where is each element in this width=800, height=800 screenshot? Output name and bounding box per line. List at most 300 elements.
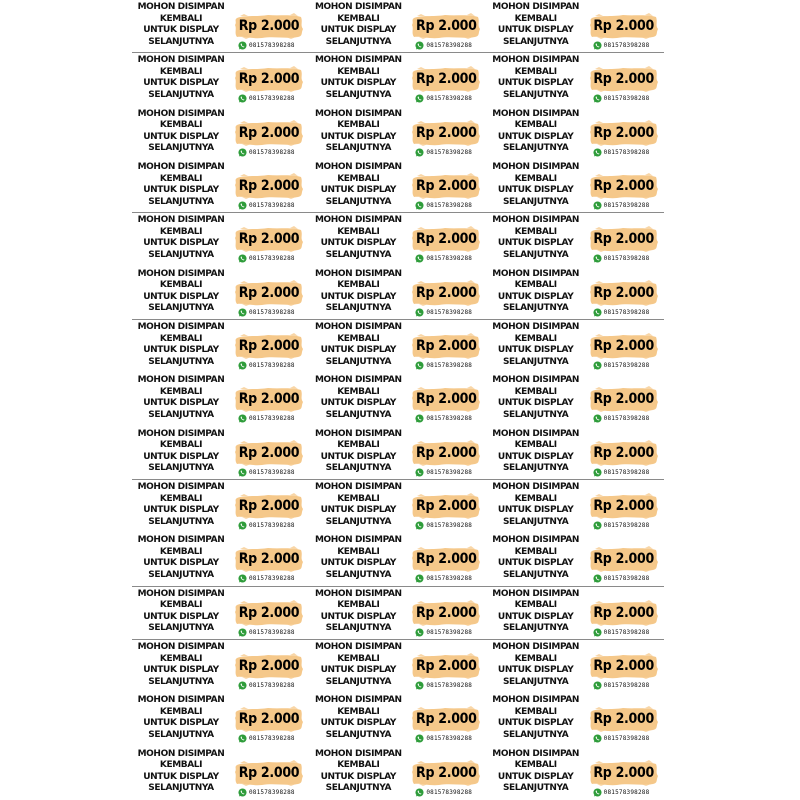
message-text (313, 375, 403, 421)
message-line-4: SELANJUTNYA (148, 783, 214, 794)
cut-line (132, 586, 664, 587)
message-line-4: SELANJUTNYA (325, 196, 392, 207)
price-tag (589, 173, 659, 199)
message-line-1: MOHON DISIMPAN (492, 428, 580, 439)
phone-number: 081578398288 (426, 415, 473, 423)
message-line-1: MOHON DISIMPAN (137, 482, 225, 492)
message-line-1: MOHON DISIMPAN (137, 55, 225, 66)
whatsapp-icon (415, 41, 424, 50)
message-line-4: SELANJUTNYA (148, 729, 214, 740)
message-line-1: MOHON DISIMPAN (137, 642, 225, 652)
price-value: Rp 2.000 (416, 124, 477, 141)
cut-line (132, 52, 664, 53)
message-text (136, 589, 226, 635)
price-value: Rp 2.000 (593, 124, 654, 141)
phone-number: 081578398288 (603, 308, 650, 316)
message-line-3: UNTUK DISPLAY (320, 345, 397, 355)
whatsapp-icon (415, 414, 424, 423)
whatsapp-icon (238, 201, 247, 210)
message-line-3: UNTUK DISPLAY (143, 238, 219, 249)
message-line-3: UNTUK DISPLAY (320, 238, 397, 249)
message-line-1: MOHON DISIMPAN (137, 215, 225, 226)
message-line-1: MOHON DISIMPAN (492, 642, 580, 652)
price-tag (234, 120, 304, 146)
whatsapp-icon (415, 734, 424, 743)
phone-number: 081578398288 (426, 42, 473, 49)
message-line-3: UNTUK DISPLAY (497, 185, 574, 195)
message-line-1: MOHON DISIMPAN (137, 695, 225, 706)
price-tag (589, 333, 659, 359)
phone-number: 081578398288 (249, 628, 295, 636)
message-line-2: KEMBALI (514, 600, 557, 611)
phone-number: 081578398288 (249, 148, 295, 156)
phone-number: 081578398288 (249, 42, 295, 49)
price-label (134, 641, 308, 693)
phone-number: 081578398288 (426, 682, 473, 689)
price-label (489, 161, 663, 213)
phone-number: 081578398288 (249, 308, 295, 316)
message-line-2: KEMBALI (159, 280, 203, 291)
phone-number: 081578398288 (603, 468, 650, 476)
message-text (491, 642, 581, 688)
message-line-4: SELANJUTNYA (148, 409, 214, 420)
message-text (491, 749, 581, 795)
message-text (313, 109, 403, 155)
message-text (491, 429, 581, 475)
phone-number: 081578398288 (249, 95, 295, 103)
phone-number: 081578398288 (426, 575, 473, 583)
message-line-1: MOHON DISIMPAN (137, 268, 225, 279)
message-line-4: SELANJUTNYA (325, 409, 392, 420)
price-value: Rp 2.000 (238, 124, 300, 141)
price-label (489, 694, 663, 746)
phone-number: 081578398288 (603, 148, 650, 156)
message-line-2: KEMBALI (337, 440, 380, 451)
message-line-1: MOHON DISIMPAN (492, 535, 580, 546)
message-line-1: MOHON DISIMPAN (492, 748, 580, 759)
message-line-4: SELANJUTNYA (325, 249, 392, 260)
message-line-2: KEMBALI (337, 493, 380, 504)
message-line-1: MOHON DISIMPAN (492, 268, 580, 279)
message-line-2: KEMBALI (337, 333, 380, 344)
message-line-1: MOHON DISIMPAN (492, 215, 580, 226)
message-line-4: SELANJUTNYA (502, 196, 569, 207)
whatsapp-icon (593, 628, 602, 637)
message-line-1: MOHON DISIMPAN (314, 482, 402, 492)
phone-number: 081578398288 (249, 522, 295, 529)
message-line-4: SELANJUTNYA (325, 729, 392, 740)
message-line-2: KEMBALI (337, 280, 380, 291)
price-label (489, 428, 663, 480)
message-line-3: UNTUK DISPLAY (497, 771, 574, 782)
message-line-1: MOHON DISIMPAN (137, 748, 225, 759)
message-text (136, 109, 226, 155)
price-value: Rp 2.000 (593, 764, 654, 781)
whatsapp-icon (593, 521, 602, 530)
message-line-2: KEMBALI (514, 66, 557, 77)
price-label (489, 374, 663, 426)
price-tag (589, 600, 659, 626)
message-line-3: UNTUK DISPLAY (497, 345, 574, 355)
whatsapp-icon (415, 201, 424, 210)
message-line-2: KEMBALI (337, 226, 380, 237)
price-label (311, 214, 485, 266)
message-line-2: KEMBALI (337, 706, 380, 717)
whatsapp-icon (238, 628, 247, 637)
message-line-2: KEMBALI (337, 546, 380, 557)
phone-number: 081578398288 (426, 148, 473, 156)
whatsapp-icon (238, 681, 247, 690)
message-line-4: SELANJUTNYA (148, 463, 214, 474)
message-line-3: UNTUK DISPLAY (143, 25, 219, 35)
price-tag (411, 386, 481, 412)
price-value: Rp 2.000 (593, 391, 654, 408)
price-label (311, 481, 485, 533)
whatsapp-icon (593, 788, 602, 797)
message-text (136, 535, 226, 581)
price-tag (411, 760, 481, 786)
phone-number: 081578398288 (603, 42, 650, 49)
price-value: Rp 2.000 (238, 18, 300, 34)
price-value: Rp 2.000 (593, 18, 654, 34)
price-tag (234, 440, 304, 466)
price-label (311, 268, 485, 320)
price-value: Rp 2.000 (593, 498, 654, 514)
price-label (134, 481, 308, 533)
message-line-2: KEMBALI (159, 173, 203, 184)
message-text (313, 749, 403, 795)
message-line-4: SELANJUTNYA (502, 89, 569, 100)
message-line-1: MOHON DISIMPAN (492, 375, 580, 386)
message-text (136, 642, 226, 688)
message-text (491, 269, 581, 315)
whatsapp-icon (593, 361, 602, 370)
price-value: Rp 2.000 (593, 231, 654, 248)
phone-number: 081578398288 (426, 362, 473, 369)
message-text (136, 162, 226, 208)
price-label (134, 54, 308, 106)
message-line-3: UNTUK DISPLAY (320, 398, 397, 409)
price-tag (589, 653, 659, 679)
whatsapp-icon (238, 788, 247, 797)
message-line-3: UNTUK DISPLAY (143, 451, 219, 462)
price-label (134, 321, 308, 373)
price-value: Rp 2.000 (416, 551, 477, 568)
price-value: Rp 2.000 (593, 658, 654, 674)
message-line-2: KEMBALI (159, 546, 203, 557)
price-value: Rp 2.000 (416, 178, 477, 194)
message-text (491, 322, 581, 368)
price-tag (411, 440, 481, 466)
phone-number: 081578398288 (603, 735, 650, 743)
message-line-1: MOHON DISIMPAN (492, 322, 580, 332)
message-line-4: SELANJUTNYA (325, 516, 392, 527)
message-line-4: SELANJUTNYA (502, 516, 569, 527)
phone-number: 081578398288 (426, 788, 473, 796)
message-text (313, 2, 403, 48)
price-label (134, 1, 308, 53)
price-tag (234, 386, 304, 412)
phone-number: 081578398288 (603, 362, 650, 369)
price-label (489, 268, 663, 320)
price-label (311, 108, 485, 160)
message-line-4: SELANJUTNYA (148, 676, 214, 687)
message-text (313, 269, 403, 315)
message-text (313, 162, 403, 208)
message-text (491, 109, 581, 155)
whatsapp-icon (238, 254, 247, 263)
message-text (491, 535, 581, 581)
message-line-2: KEMBALI (514, 173, 557, 184)
message-text (491, 2, 581, 48)
phone-number: 081578398288 (426, 468, 473, 476)
message-line-3: UNTUK DISPLAY (320, 558, 397, 569)
price-value: Rp 2.000 (238, 764, 300, 781)
message-line-3: UNTUK DISPLAY (320, 131, 397, 142)
message-line-1: MOHON DISIMPAN (137, 375, 225, 386)
message-line-2: KEMBALI (159, 706, 203, 717)
phone-number: 081578398288 (603, 95, 650, 103)
whatsapp-icon (415, 254, 424, 263)
phone-number: 081578398288 (603, 788, 650, 796)
price-value: Rp 2.000 (238, 498, 300, 514)
price-value: Rp 2.000 (593, 338, 654, 354)
message-line-3: UNTUK DISPLAY (143, 291, 219, 302)
phone-number: 081578398288 (603, 255, 650, 263)
message-line-1: MOHON DISIMPAN (314, 588, 402, 599)
message-line-4: SELANJUTNYA (148, 516, 214, 527)
message-line-2: KEMBALI (159, 653, 203, 664)
cut-line (132, 639, 664, 640)
message-line-1: MOHON DISIMPAN (492, 695, 580, 706)
message-line-3: UNTUK DISPLAY (143, 665, 219, 675)
price-value: Rp 2.000 (238, 391, 300, 408)
whatsapp-icon (415, 148, 424, 157)
phone-number: 081578398288 (249, 735, 295, 743)
price-value: Rp 2.000 (416, 231, 477, 248)
price-value: Rp 2.000 (416, 711, 477, 728)
whatsapp-icon (238, 468, 247, 477)
price-tag (411, 280, 481, 306)
phone-number: 081578398288 (603, 202, 650, 209)
price-label-sheet (132, 0, 664, 800)
phone-number: 081578398288 (426, 522, 473, 529)
message-text (136, 269, 226, 315)
price-label (489, 588, 663, 640)
cut-line (132, 212, 664, 213)
message-text (313, 55, 403, 101)
whatsapp-icon (415, 521, 424, 530)
message-text (491, 482, 581, 528)
whatsapp-icon (415, 681, 424, 690)
message-line-3: UNTUK DISPLAY (497, 398, 574, 409)
price-label (311, 54, 485, 106)
phone-number: 081578398288 (249, 362, 295, 369)
price-tag (411, 13, 481, 39)
message-line-4: SELANJUTNYA (325, 783, 392, 794)
price-label (311, 1, 485, 53)
price-label (311, 748, 485, 800)
message-line-4: SELANJUTNYA (148, 89, 214, 100)
message-line-1: MOHON DISIMPAN (137, 162, 225, 172)
price-tag (234, 66, 304, 92)
price-label (489, 748, 663, 800)
message-line-3: UNTUK DISPLAY (320, 185, 397, 195)
message-line-2: KEMBALI (514, 760, 557, 771)
message-line-3: UNTUK DISPLAY (320, 771, 397, 782)
phone-number: 081578398288 (426, 255, 473, 263)
message-text (136, 215, 226, 261)
price-value: Rp 2.000 (238, 71, 300, 88)
price-value: Rp 2.000 (416, 338, 477, 354)
whatsapp-icon (593, 308, 602, 317)
phone-number: 081578398288 (426, 95, 473, 103)
price-value: Rp 2.000 (238, 231, 300, 248)
price-tag (589, 440, 659, 466)
price-tag (411, 173, 481, 199)
message-line-3: UNTUK DISPLAY (497, 131, 574, 142)
message-line-2: KEMBALI (159, 120, 203, 131)
message-line-2: KEMBALI (159, 386, 203, 397)
message-line-4: SELANJUTNYA (502, 676, 569, 687)
price-label (489, 481, 663, 533)
price-label (489, 321, 663, 373)
whatsapp-icon (238, 574, 247, 583)
whatsapp-icon (238, 308, 247, 317)
message-line-1: MOHON DISIMPAN (492, 55, 580, 66)
message-text (491, 695, 581, 741)
message-line-4: SELANJUTNYA (325, 356, 392, 367)
price-label (489, 108, 663, 160)
whatsapp-icon (593, 734, 602, 743)
price-label (134, 534, 308, 586)
price-label (134, 694, 308, 746)
whatsapp-icon (593, 468, 602, 477)
message-line-4: SELANJUTNYA (148, 249, 214, 260)
message-line-3: UNTUK DISPLAY (320, 665, 397, 675)
message-line-3: UNTUK DISPLAY (143, 718, 219, 729)
whatsapp-icon (593, 681, 602, 690)
message-line-4: SELANJUTNYA (325, 303, 392, 314)
price-tag (411, 653, 481, 679)
message-line-1: MOHON DISIMPAN (137, 428, 225, 439)
phone-number: 081578398288 (603, 628, 650, 636)
whatsapp-icon (593, 94, 602, 103)
price-value: Rp 2.000 (593, 604, 654, 621)
message-line-4: SELANJUTNYA (148, 36, 214, 47)
message-line-3: UNTUK DISPLAY (143, 558, 219, 569)
price-value: Rp 2.000 (593, 284, 654, 301)
message-line-2: KEMBALI (514, 280, 557, 291)
whatsapp-icon (415, 468, 424, 477)
price-label (489, 54, 663, 106)
message-line-1: MOHON DISIMPAN (492, 162, 580, 172)
price-value: Rp 2.000 (416, 284, 477, 301)
whatsapp-icon (593, 574, 602, 583)
price-tag (411, 706, 481, 732)
price-value: Rp 2.000 (416, 498, 477, 514)
message-text (313, 215, 403, 261)
message-line-1: MOHON DISIMPAN (314, 428, 402, 439)
phone-number: 081578398288 (426, 735, 473, 743)
price-label (134, 748, 308, 800)
price-tag (411, 226, 481, 252)
whatsapp-icon (415, 628, 424, 637)
price-tag (234, 226, 304, 252)
whatsapp-icon (593, 148, 602, 157)
whatsapp-icon (593, 201, 602, 210)
message-line-3: UNTUK DISPLAY (320, 451, 397, 462)
price-value: Rp 2.000 (238, 711, 300, 728)
message-line-4: SELANJUTNYA (325, 676, 392, 687)
message-line-1: MOHON DISIMPAN (314, 695, 402, 706)
message-line-2: KEMBALI (514, 386, 557, 397)
message-line-2: KEMBALI (514, 226, 557, 237)
price-label (311, 161, 485, 213)
message-text (136, 695, 226, 741)
message-line-1: MOHON DISIMPAN (314, 162, 402, 172)
price-label (134, 428, 308, 480)
message-text (313, 482, 403, 528)
message-line-3: UNTUK DISPLAY (320, 505, 397, 515)
message-line-3: UNTUK DISPLAY (143, 398, 219, 409)
price-label (489, 214, 663, 266)
message-line-2: KEMBALI (514, 706, 557, 717)
price-tag (234, 493, 304, 519)
message-line-1: MOHON DISIMPAN (314, 748, 402, 759)
phone-number: 081578398288 (603, 522, 650, 529)
message-line-2: KEMBALI (159, 760, 203, 771)
message-line-3: UNTUK DISPLAY (497, 25, 574, 35)
message-text (136, 55, 226, 101)
message-text (136, 375, 226, 421)
message-line-4: SELANJUTNYA (502, 409, 569, 420)
message-line-1: MOHON DISIMPAN (314, 268, 402, 279)
message-line-3: UNTUK DISPLAY (143, 505, 219, 515)
message-line-1: MOHON DISIMPAN (314, 215, 402, 226)
phone-number: 081578398288 (249, 415, 295, 423)
message-line-4: SELANJUTNYA (148, 356, 214, 367)
price-label (311, 694, 485, 746)
price-value: Rp 2.000 (593, 444, 654, 461)
price-tag (589, 280, 659, 306)
message-text (313, 695, 403, 741)
price-tag (234, 13, 304, 39)
message-line-4: SELANJUTNYA (502, 729, 569, 740)
phone-number: 081578398288 (426, 628, 473, 636)
message-text (491, 215, 581, 261)
message-line-3: UNTUK DISPLAY (497, 718, 574, 729)
message-line-4: SELANJUTNYA (502, 623, 569, 634)
message-text (136, 2, 226, 48)
message-line-2: KEMBALI (514, 546, 557, 557)
price-tag (411, 600, 481, 626)
message-line-3: UNTUK DISPLAY (143, 131, 219, 142)
price-tag (589, 66, 659, 92)
message-line-2: KEMBALI (159, 493, 203, 504)
message-line-1: MOHON DISIMPAN (314, 108, 402, 119)
price-tag (589, 13, 659, 39)
message-line-4: SELANJUTNYA (148, 569, 214, 580)
price-label (489, 641, 663, 693)
price-tag (234, 333, 304, 359)
message-line-3: UNTUK DISPLAY (320, 25, 397, 35)
message-text (136, 482, 226, 528)
message-line-4: SELANJUTNYA (148, 303, 214, 314)
message-line-1: MOHON DISIMPAN (314, 322, 402, 332)
message-text (136, 322, 226, 368)
whatsapp-icon (238, 734, 247, 743)
